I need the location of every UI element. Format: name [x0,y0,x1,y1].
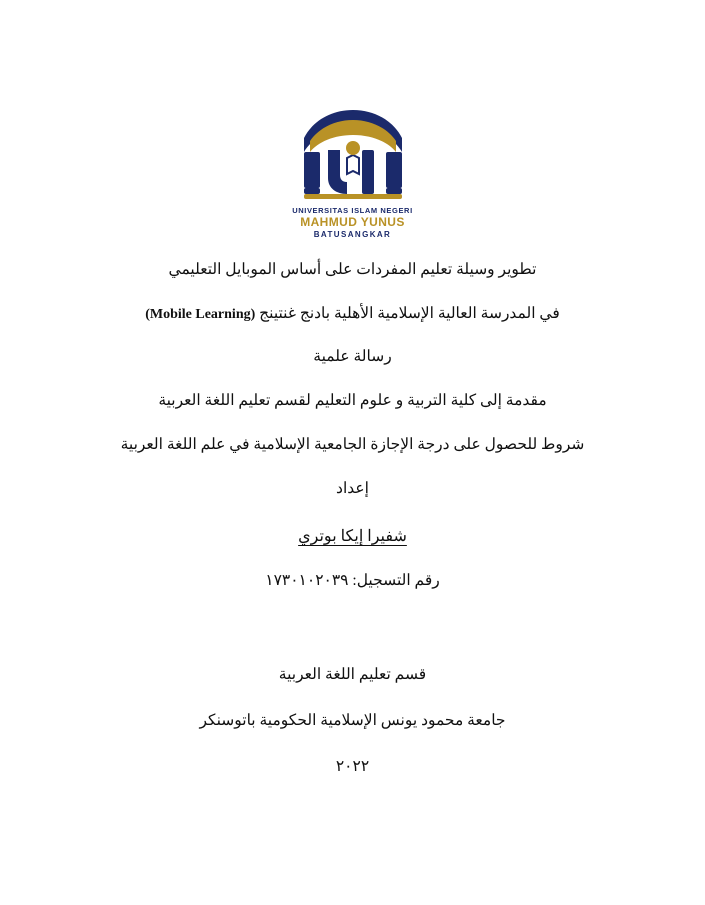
logo-name-line: MAHMUD YUNUS [300,215,405,230]
title-line-2 [73,302,633,326]
uin-logo-icon [290,108,416,202]
title-page-body [73,258,633,594]
logo-city-line: BATUSANGKAR [313,229,392,239]
title-page-footer [73,663,633,801]
logo-wordmark [292,206,413,240]
prepared-by-label: إعداد [336,479,369,497]
institution-name: جامعة محمود يونس الإسلامية الحكومية باتوسنكر [199,712,506,730]
title-line-2-latin: (Mobile Learning) [145,306,256,322]
university-logo-block [283,108,423,240]
registration-number: رقم التسجيل: ١٧٣٠١٠٢٠٣٩ [265,572,440,590]
document-type-label: رسالة علمية [313,347,392,365]
title-line-1: تطوير وسيلة تعليم المفردات على أساس الموبايل التعليمي [168,260,537,278]
author-name: شفيرا إيكا بوتري [298,527,407,545]
submission-line-2: شروط للحصول على درجة الإجازة الجامعية الإسلامية في علم اللغة العربية [120,435,585,453]
publication-year: ٢٠٢٢ [335,758,370,776]
logo-university-line: UNIVERSITAS ISLAM NEGERI [292,206,413,215]
department-name: قسم تعليم اللغة العربية [278,666,427,684]
title-line-2-arabic: في المدرسة العالية الإسلامية الأهلية بادنج غنتينج [259,304,560,322]
submission-line-1: مقدمة إلى كلية التربية و علوم التعليم لقسم تعليم اللغة العربية [158,391,547,409]
